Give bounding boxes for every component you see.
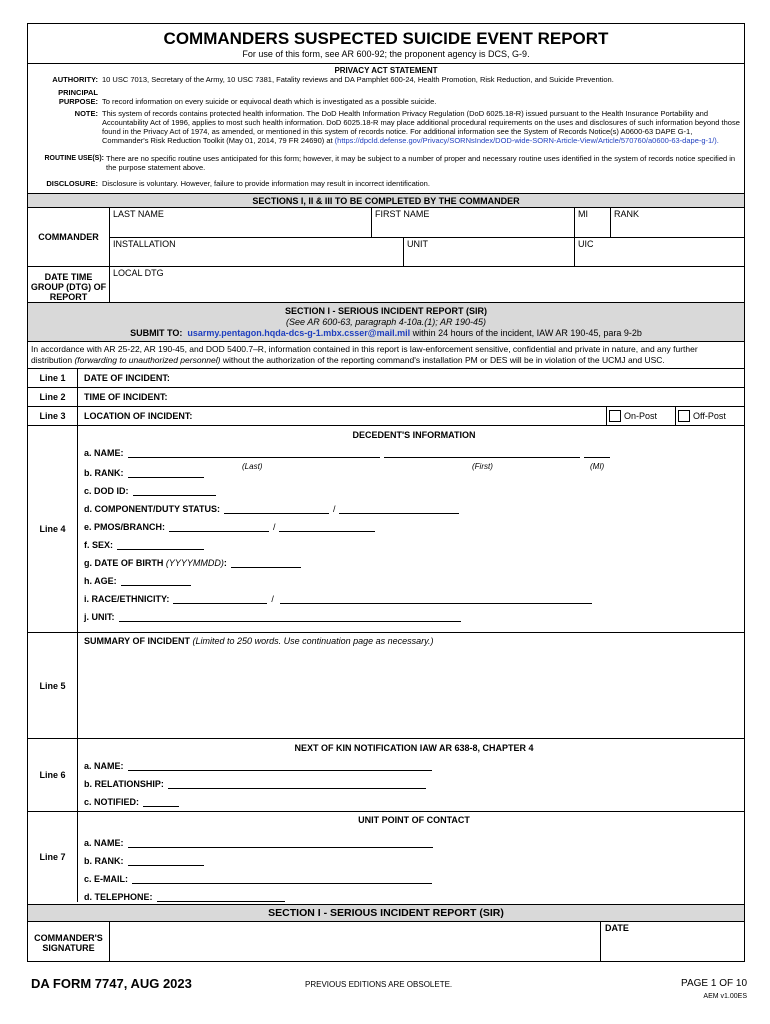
race-input[interactable]	[173, 594, 267, 604]
rank-field[interactable]: RANK	[614, 209, 640, 219]
branch-input[interactable]	[279, 522, 375, 532]
nok-name-input[interactable]	[128, 761, 432, 771]
decedent-rank-input[interactable]	[128, 468, 204, 478]
off-post-checkbox[interactable]	[678, 410, 690, 422]
sir-heading-block: SECTION I - SERIOUS INCIDENT REPORT (SIR) (See AR 600-63, paragraph 4-10a.(1); AR 190-45) SUBMIT TO: usarmy.pentagon.hqda-dcs-g-1.mbx.csser@mail.mil within 24 hours of the incident, IAW AR 190-45, para 9-2b	[28, 302, 744, 341]
nok-heading: NEXT OF KIN NOTIFICATION IAW AR 638-8, CHAPTER 4	[294, 743, 534, 753]
summary-block	[28, 632, 744, 738]
poc-heading: UNIT POINT OF CONTACT	[358, 815, 470, 825]
decedent-heading: DECEDENT'S INFORMATION	[352, 430, 476, 440]
form-subtitle: For use of this form, see AR 600-92; the proponent agency is DCS, G-9.	[242, 49, 530, 59]
ethnicity-input[interactable]	[280, 594, 592, 604]
privacy-routine-uses: ROUTINE USE(S): There are no specific routine uses anticipated for this form; however, it may be subject to a number of proper and necessary routine uses identified in the system of records notice specified in the purpose statement above.	[44, 154, 736, 172]
nok-relationship-input[interactable]	[168, 779, 426, 789]
mi-field[interactable]: MI	[575, 208, 611, 237]
privacy-disclosure: DISCLOSURE: Disclosure is voluntary. However, failure to provide information may result in incorrect identification.	[46, 179, 430, 188]
line-7-number: Line 7	[28, 812, 78, 902]
line-4-number: Line 4	[28, 426, 78, 632]
uic-field[interactable]: UIC	[578, 239, 594, 249]
commander-signature-label: COMMANDER'S SIGNATURE	[28, 922, 110, 961]
summary-of-incident-field[interactable]: SUMMARY OF INCIDENT (Limited to 250 words. Use continuation page as necessary.)	[84, 636, 434, 646]
sir-notice: In accordance with AR 25-22, AR 190-45, and DOD 5400.7–R, information contained in this report is law-enforcement sensitive, confidential and private in nature, and any further distribution (forwarding to unauthorized personnel) without the authorization of the reporting command's installation PM or DES will be in violation of the UCMJ and USC.	[28, 341, 744, 368]
sex-input[interactable]	[117, 540, 204, 550]
commander-block	[28, 207, 744, 266]
poc-rank-input[interactable]	[128, 856, 204, 866]
privacy-act-statement	[28, 63, 744, 193]
decedent-mi-input[interactable]	[584, 448, 610, 458]
form-title: COMMANDERS SUSPECTED SUICIDE EVENT REPORT	[163, 29, 609, 48]
privacy-note: NOTE: This system of records contains protected health information. The DoD Health Information Privacy Regulation (DoD 6025.18-R) issued pursuant to the Health Insurance Portability and Accountability Act of 1996, applies to most such health information. DoD 6025.18-R may place additional procedural requirements on the uses and disclosures of such information beyond those found in the Privacy Act of 1974, as amended, or mentioned in this system of records notice. For additional information see the System of Records Notice(s) A0600-63 DAPE G-1, Commander's Risk Reduction Toolkit (May 01, 2014, 79 FR 24690) at (https://dpcld.defense.gov/Privacy/SORNsIndex/DOD-wide-SORN-Article-View/Article/570760/a0600-63-dape-g-1/).	[74, 109, 740, 145]
pmos-input[interactable]	[169, 522, 269, 532]
age-input[interactable]	[121, 576, 191, 586]
version-label: AEM v1.00ES	[703, 993, 747, 1000]
privacy-link[interactable]: (https://dpcld.defense.gov/Privacy/SORNsIndex/DOD-wide-SORN-Article-View/Article/570760/a0600-63-dape-g-1/).	[334, 136, 719, 145]
poc-block: Line 7 UNIT POINT OF CONTACT a. NAME: b. RANK: c. E-MAIL: d. TELEPHONE:	[28, 811, 744, 904]
decedent-block: Line 4 DECEDENT'S INFORMATION a. NAME: (Last) (First) (MI) b. RANK: c. DOD ID: d. COMPONENT/DUTY STATUS: / e. PMOS/BRANCH: / f. SEX: g. DATE OF BIRTH (YYYYMMDD) : h. AGE: i. RACE/ETHNICITY: / j. UNIT:	[28, 425, 744, 632]
form-number: DA FORM 7747, AUG 2023	[31, 976, 192, 991]
poc-email-input[interactable]	[132, 874, 432, 884]
commander-section-heading: SECTIONS I, II & III TO BE COMPLETED BY THE COMMANDER	[28, 193, 744, 207]
nok-block: Line 6 NEXT OF KIN NOTIFICATION IAW AR 638-8, CHAPTER 4 a. NAME: b. RELATIONSHIP: c. NOTIFIED:	[28, 738, 744, 811]
commander-label: COMMANDER	[28, 208, 110, 266]
poc-telephone-input[interactable]	[157, 892, 285, 902]
last-name-field[interactable]: LAST NAME	[110, 208, 372, 237]
signature-date-field[interactable]: DATE	[605, 923, 629, 933]
form	[27, 23, 745, 962]
privacy-purpose: PRINCIPAL PURPOSE: To record information on every suicide or equivocal death which is investigated as a possible suicide.	[58, 88, 437, 106]
incident-lines: Line 1 DATE OF INCIDENT: Line 2 TIME OF INCIDENT: Line 3 LOCATION OF INCIDENT: On-Post Off-Post	[28, 368, 744, 425]
decedent-dod-id-input[interactable]	[133, 486, 216, 496]
previous-editions-note: PREVIOUS EDITIONS ARE OBSOLETE.	[305, 980, 453, 989]
unit-field[interactable]: UNIT	[404, 238, 575, 266]
line-6-number: Line 6	[28, 739, 78, 811]
time-of-incident-field[interactable]: TIME OF INCIDENT:	[84, 392, 168, 402]
submit-email-link[interactable]: usarmy.pentagon.hqda-dcs-g-1.mbx.csser@mail.mil	[187, 328, 411, 338]
first-name-field[interactable]: FIRST NAME	[372, 208, 575, 237]
duty-status-input[interactable]	[339, 504, 459, 514]
dtg-block	[28, 266, 744, 302]
signature-section-heading: SECTION I - SERIOUS INCIDENT REPORT (SIR)	[28, 904, 744, 921]
decedent-last-name-input[interactable]	[128, 448, 380, 458]
on-post-checkbox[interactable]	[609, 410, 621, 422]
date-of-incident-field[interactable]: DATE OF INCIDENT:	[84, 373, 170, 383]
installation-field[interactable]: INSTALLATION	[110, 238, 404, 266]
line-2-number: Line 2	[28, 388, 78, 406]
page-number: PAGE 1 OF 10	[681, 978, 747, 989]
nok-notified-input[interactable]	[143, 797, 179, 807]
location-of-incident-field[interactable]: LOCATION OF INCIDENT:	[78, 407, 607, 425]
privacy-authority: AUTHORITY: 10 USC 7013, Secretary of the Army, 10 USC 7381, Fatality reviews and DA Pamphlet 600-24, Health Promotion, Risk Reduction, and Suicide Prevention.	[52, 75, 614, 84]
sir-heading: SECTION I - SERIOUS INCIDENT REPORT (SIR)	[284, 306, 487, 316]
decedent-unit-input[interactable]	[119, 612, 461, 622]
date-of-birth-input[interactable]	[231, 558, 301, 568]
commander-signature-field[interactable]	[110, 922, 601, 961]
component-input[interactable]	[224, 504, 329, 514]
dtg-label: DATE TIME GROUP (DTG) OF REPORT	[28, 267, 110, 302]
line-1-number: Line 1	[28, 369, 78, 387]
poc-name-input[interactable]	[128, 838, 433, 848]
signature-block	[28, 921, 744, 961]
decedent-first-name-input[interactable]	[384, 448, 580, 458]
line-3-number: Line 3	[28, 407, 78, 425]
local-dtg-field[interactable]: LOCAL DTG	[113, 268, 164, 278]
sir-reference: (See AR 600-63, paragraph 4-10a.(1); AR 190-45)	[286, 317, 486, 327]
privacy-heading: PRIVACY ACT STATEMENT	[28, 63, 744, 75]
line-5-number: Line 5	[28, 633, 78, 738]
